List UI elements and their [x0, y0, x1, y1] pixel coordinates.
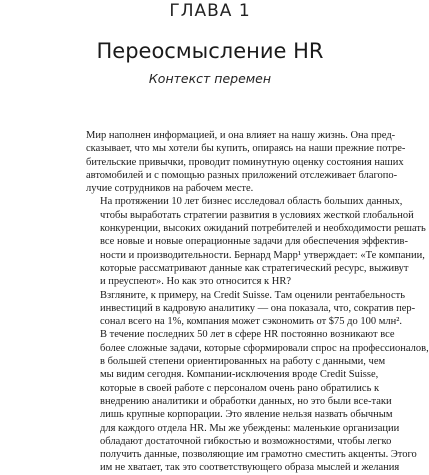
paragraph-2 [86, 195, 426, 288]
text-line: Мир наполнен информацией, и она влияет на нашу жизнь. Она пред- [86, 130, 396, 141]
text-line: для каждого отдела HR. Мы же убеждены: маленькие организации [100, 422, 400, 434]
text-line: все новые и новые операционные задачи для обеспечения эффектив- [100, 236, 408, 248]
text-line: получить данные, позволяющие им грамотно сместить акценты. Этого [100, 449, 417, 461]
text-line: мы видим сегодня. Компании-исключения вроде Credit Suisse, [100, 369, 379, 381]
text-line: обладают достаточной гибкостью и возможностями, чтобы легко [100, 435, 392, 447]
text-line: в большей степени ориентированных на работу с данными, чем [100, 356, 386, 368]
chapter-label: ГЛАВА 1 [169, 1, 251, 21]
paragraph-1 [86, 129, 406, 195]
text-line: В течение последних 50 лет в сфере HR постоянно возникают все [100, 329, 395, 341]
paragraph-3 [86, 289, 416, 329]
text-line: которые рассматривают данные как стратегический ресурс, выживут [100, 262, 409, 274]
text-line: им не хватает, так это соответствующего образа мыслей и желания [100, 462, 400, 474]
text-line: На протяжении 10 лет бизнес исследовал область больших данных, [100, 196, 403, 208]
chapter-subtitle: Контекст перемен [148, 71, 272, 86]
chapter-title: Переосмысление HR [96, 39, 324, 63]
text-line: бительские привычки, проводит поминутную оценку состояния наших [86, 156, 404, 168]
text-line: автомобилей и с помощью разных приложений отслеживает благопо- [86, 169, 398, 181]
text-line: более сложные задачи, которые сформировали спрос на профессионалов, [100, 342, 429, 354]
text-line: ности и производительности. Бернард Марр¹ утверждает: «Те компании, [100, 249, 425, 261]
text-line: конкуренции, высоких ожиданий потребителей и необходимости решать [100, 223, 426, 235]
paragraph-4 [86, 328, 429, 474]
text-line: внедрению аналитики и обработки данных, но это были все-таки [100, 395, 392, 407]
text-line: которые в своей работе с персоналом очень рано обратились к [100, 382, 380, 394]
text-line: лишь крупные корпорации. Это явление нельзя назвать обычным [100, 409, 393, 421]
text-line: сонал всего на 1%, компания может сэкономить от $75 до 100 млн². [100, 316, 403, 328]
text-line: Взгляните, к примеру, на Credit Suisse. Там оценили рентабельность [100, 289, 405, 301]
text-line: чтобы выработать стратегии развития в условиях жесткой глобальной [100, 209, 414, 221]
text-line: и преуспеют». Но как это относится к HR? [100, 276, 292, 288]
text-line: лучие сотрудников на рабочем месте. [86, 183, 254, 195]
text-line: сказывает, что мы хотели бы купить, опираясь на наши прежние потре- [86, 143, 406, 155]
body-text [86, 129, 429, 475]
text-line: инвестиций в кадровую аналитику — она показала, что, сократив пер- [100, 302, 416, 314]
